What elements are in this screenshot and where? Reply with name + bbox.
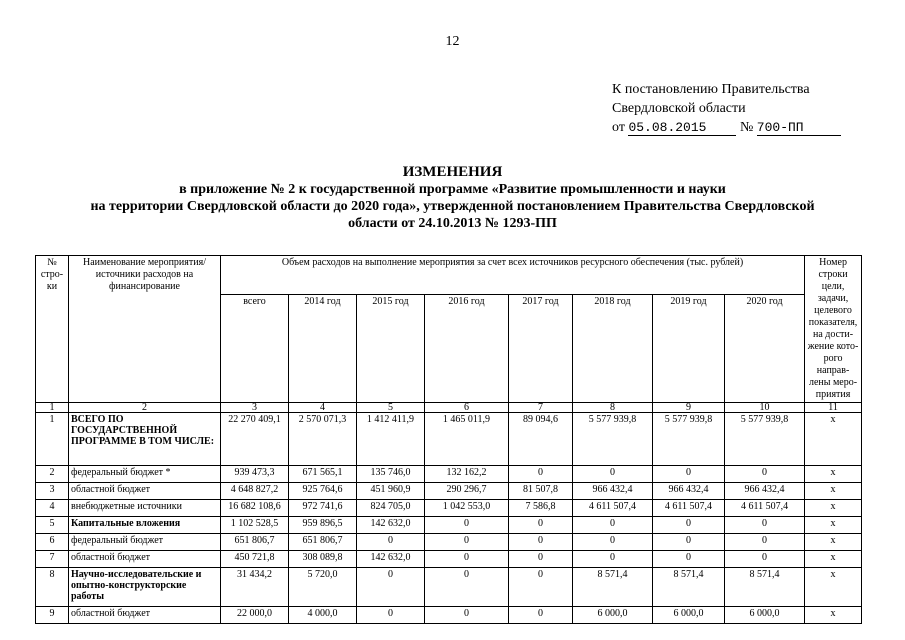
col-num: 6 xyxy=(425,403,509,413)
cell-n: 3 xyxy=(36,483,69,500)
cell-y2017: 7 586,8 xyxy=(509,500,573,517)
table-row xyxy=(36,483,862,500)
table-row xyxy=(36,551,862,568)
header-row-no: № стро-ки xyxy=(36,256,69,403)
table-row xyxy=(36,466,862,483)
cell-y2018: 5 577 939,8 xyxy=(573,413,653,466)
cell-target: x xyxy=(805,517,862,534)
cell-y2016: 0 xyxy=(425,517,509,534)
cell-total: 450 721,8 xyxy=(221,551,289,568)
cell-y2018: 6 000,0 xyxy=(573,607,653,624)
cell-y2015: 135 746,0 xyxy=(357,466,425,483)
cell-y2015: 0 xyxy=(357,534,425,551)
cell-total: 4 648 827,2 xyxy=(221,483,289,500)
header-target: Номер строки цели, задачи, целевого показателя, на дости-жение кото-рого направ-лены меро-приятия xyxy=(805,256,862,403)
cell-y2019: 0 xyxy=(653,466,725,483)
cell-n: 6 xyxy=(36,534,69,551)
cell-y2020: 5 577 939,8 xyxy=(725,413,805,466)
number-label: № xyxy=(739,120,754,135)
table-row xyxy=(36,607,862,624)
cell-y2020: 0 xyxy=(725,466,805,483)
cell-y2015: 0 xyxy=(357,568,425,607)
cell-y2016: 0 xyxy=(425,534,509,551)
cell-target: x xyxy=(805,466,862,483)
title-heading: ИЗМЕНЕНИЯ xyxy=(402,164,503,180)
col-num: 8 xyxy=(573,403,653,413)
page-number: 12 xyxy=(445,34,460,49)
header-2019: 2019 год xyxy=(653,295,725,403)
cell-y2014: 308 089,8 xyxy=(289,551,357,568)
header-2014: 2014 год xyxy=(289,295,357,403)
cell-y2017: 0 xyxy=(509,517,573,534)
table-row xyxy=(36,517,862,534)
cell-n: 9 xyxy=(36,607,69,624)
cell-y2019: 5 577 939,8 xyxy=(653,413,725,466)
cell-total: 939 473,3 xyxy=(221,466,289,483)
cell-name: федеральный бюджет xyxy=(69,534,221,551)
cell-y2020: 8 571,4 xyxy=(725,568,805,607)
cell-y2017: 0 xyxy=(509,607,573,624)
cell-y2014: 4 000,0 xyxy=(289,607,357,624)
cell-y2018: 8 571,4 xyxy=(573,568,653,607)
cell-y2015: 142 632,0 xyxy=(357,551,425,568)
cell-y2014: 972 741,6 xyxy=(289,500,357,517)
cell-y2014: 671 565,1 xyxy=(289,466,357,483)
cell-target: x xyxy=(805,483,862,500)
cell-total: 22 270 409,1 xyxy=(221,413,289,466)
title-line-2: на территории Свердловской области до 2020 года», утвержденной постановлением Правительства Свердловской xyxy=(90,199,815,214)
cell-y2018: 966 432,4 xyxy=(573,483,653,500)
cell-n: 1 xyxy=(36,413,69,466)
cell-y2016: 290 296,7 xyxy=(425,483,509,500)
appendix-line-1: К постановлению Правительства xyxy=(612,82,810,97)
cell-y2017: 0 xyxy=(509,551,573,568)
table-row xyxy=(36,413,862,466)
cell-y2018: 0 xyxy=(573,517,653,534)
cell-n: 7 xyxy=(36,551,69,568)
cell-y2019: 4 611 507,4 xyxy=(653,500,725,517)
appendix-block xyxy=(612,80,841,137)
cell-name: областной бюджет xyxy=(69,551,221,568)
cell-target: x xyxy=(805,500,862,517)
cell-target: x xyxy=(805,607,862,624)
cell-y2016: 1 465 011,9 xyxy=(425,413,509,466)
cell-y2019: 966 432,4 xyxy=(653,483,725,500)
appendix-date-line xyxy=(612,118,841,137)
appendix-line-2: Свердловской области xyxy=(612,101,746,116)
cell-n: 5 xyxy=(36,517,69,534)
col-num: 4 xyxy=(289,403,357,413)
col-num: 11 xyxy=(805,403,862,413)
cell-y2018: 4 611 507,4 xyxy=(573,500,653,517)
cell-y2014: 5 720,0 xyxy=(289,568,357,607)
document-title xyxy=(60,164,845,232)
resolution-number: 700-ПП xyxy=(757,120,841,136)
header-2020: 2020 год xyxy=(725,295,805,403)
cell-y2018: 0 xyxy=(573,466,653,483)
title-line-1: в приложение № 2 к государственной программе «Развитие промышленности и науки xyxy=(179,182,726,197)
col-num: 3 xyxy=(221,403,289,413)
cell-y2019: 0 xyxy=(653,534,725,551)
header-name: Наименование мероприятия/ источники расходов на финансирование xyxy=(69,256,221,403)
cell-target: x xyxy=(805,568,862,607)
cell-name: внебюджетные источники xyxy=(69,500,221,517)
cell-y2016: 0 xyxy=(425,607,509,624)
cell-y2018: 0 xyxy=(573,551,653,568)
column-numbers-row xyxy=(36,403,862,413)
cell-name: Капитальные вложения xyxy=(69,517,221,534)
cell-y2015: 142 632,0 xyxy=(357,517,425,534)
cell-y2017: 0 xyxy=(509,466,573,483)
table-row xyxy=(36,568,862,607)
cell-y2015: 1 412 411,9 xyxy=(357,413,425,466)
cell-name: областной бюджет xyxy=(69,607,221,624)
cell-y2020: 0 xyxy=(725,517,805,534)
col-num: 10 xyxy=(725,403,805,413)
header-2016: 2016 год xyxy=(425,295,509,403)
cell-name: Научно-исследовательские и опытно-конструкторские работы xyxy=(69,568,221,607)
col-num: 7 xyxy=(509,403,573,413)
cell-total: 31 434,2 xyxy=(221,568,289,607)
cell-n: 8 xyxy=(36,568,69,607)
cell-y2020: 0 xyxy=(725,551,805,568)
cell-total: 1 102 528,5 xyxy=(221,517,289,534)
cell-y2015: 0 xyxy=(357,607,425,624)
cell-name: областной бюджет xyxy=(69,483,221,500)
cell-target: x xyxy=(805,413,862,466)
header-total: всего xyxy=(221,295,289,403)
header-2015: 2015 год xyxy=(357,295,425,403)
cell-target: x xyxy=(805,534,862,551)
cell-y2017: 89 094,6 xyxy=(509,413,573,466)
cell-y2017: 0 xyxy=(509,568,573,607)
cell-name: ВСЕГО ПО ГОСУДАРСТВЕННОЙ ПРОГРАММЕ В ТОМ ЧИСЛЕ: xyxy=(69,413,221,466)
cell-y2019: 8 571,4 xyxy=(653,568,725,607)
cell-y2014: 2 570 071,3 xyxy=(289,413,357,466)
cell-y2015: 824 705,0 xyxy=(357,500,425,517)
cell-n: 2 xyxy=(36,466,69,483)
col-num: 5 xyxy=(357,403,425,413)
header-2018: 2018 год xyxy=(573,295,653,403)
cell-y2015: 451 960,9 xyxy=(357,483,425,500)
cell-n: 4 xyxy=(36,500,69,517)
table-row xyxy=(36,500,862,517)
cell-y2019: 6 000,0 xyxy=(653,607,725,624)
header-2017: 2017 год xyxy=(509,295,573,403)
cell-y2016: 0 xyxy=(425,568,509,607)
cell-y2020: 0 xyxy=(725,534,805,551)
col-num: 2 xyxy=(69,403,221,413)
resolution-date: 05.08.2015 xyxy=(628,120,736,136)
cell-total: 16 682 108,6 xyxy=(221,500,289,517)
cell-y2017: 81 507,8 xyxy=(509,483,573,500)
title-line-3: области от 24.10.2013 № 1293-ПП xyxy=(348,216,557,231)
cell-y2017: 0 xyxy=(509,534,573,551)
table-row xyxy=(36,534,862,551)
cell-y2014: 959 896,5 xyxy=(289,517,357,534)
from-label: от xyxy=(612,120,625,135)
cell-y2014: 651 806,7 xyxy=(289,534,357,551)
cell-y2014: 925 764,6 xyxy=(289,483,357,500)
cell-y2020: 966 432,4 xyxy=(725,483,805,500)
header-expenses: Объем расходов на выполнение мероприятия за счет всех источников ресурсного обеспечения (тыс. рублей) xyxy=(221,256,805,295)
cell-y2016: 0 xyxy=(425,551,509,568)
cell-y2016: 132 162,2 xyxy=(425,466,509,483)
cell-target: x xyxy=(805,551,862,568)
expenses-table xyxy=(35,255,862,624)
cell-name: федеральный бюджет * xyxy=(69,466,221,483)
cell-y2016: 1 042 553,0 xyxy=(425,500,509,517)
col-num: 1 xyxy=(36,403,69,413)
cell-total: 651 806,7 xyxy=(221,534,289,551)
cell-y2020: 6 000,0 xyxy=(725,607,805,624)
cell-y2020: 4 611 507,4 xyxy=(725,500,805,517)
cell-y2019: 0 xyxy=(653,551,725,568)
cell-y2019: 0 xyxy=(653,517,725,534)
cell-total: 22 000,0 xyxy=(221,607,289,624)
cell-y2018: 0 xyxy=(573,534,653,551)
col-num: 9 xyxy=(653,403,725,413)
